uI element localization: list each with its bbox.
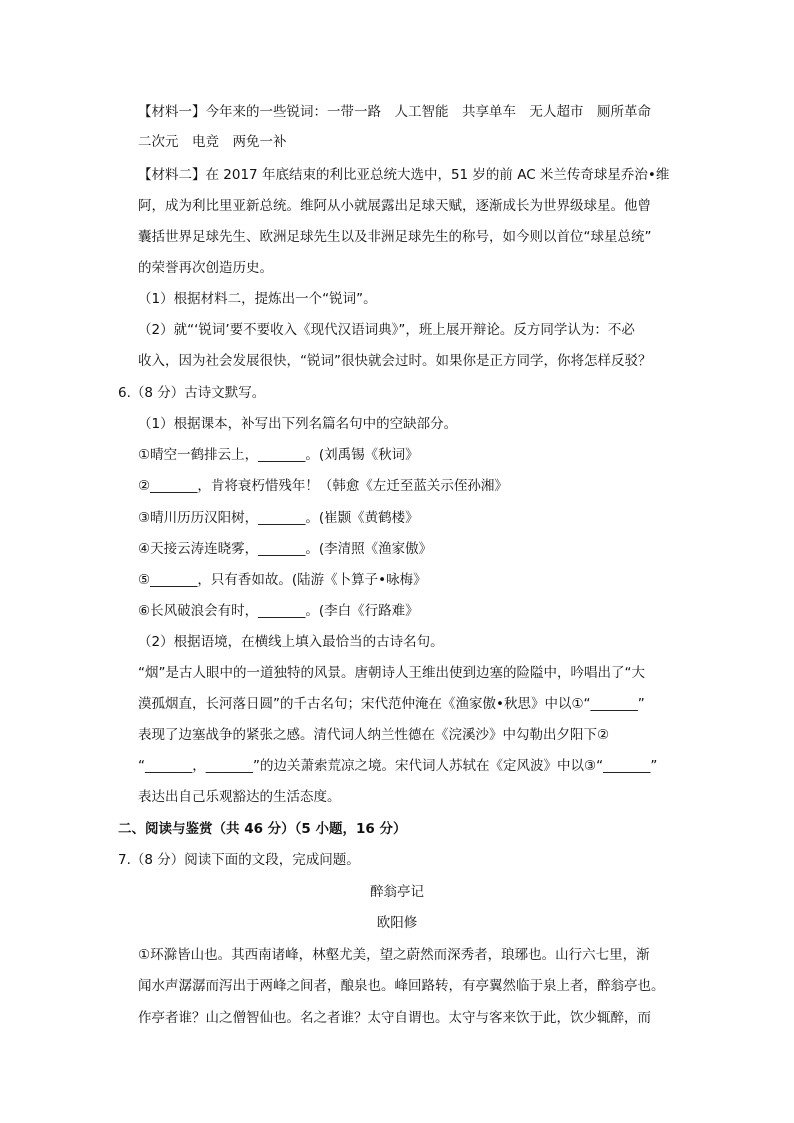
q6-sub-question-1: （1）根据课本，补写出下列名篇名句中的空缺部分。 [138,416,458,432]
q5-sub-question-2-line-1: （2）就“‘锐词’要不要收入《现代汉语词典》”，班上展开辩论。反方同学认为：不必 [138,322,635,338]
essay-title: 醉翁亭记 [370,884,424,900]
q6-sub-question-2: （2）根据语境，在横线上填入最恰当的古诗名句。 [138,634,444,650]
q6-item-2: ②_______，肯将衰朽惜残年！（韩愈《左迁至蓝关示侄孙湘》 [138,478,508,494]
q6-context-line-3: 表现了边塞战争的紧张之感。清代词人纳兰性德在《浣溪沙》中勾勒出夕阳下② [138,727,610,743]
q6-context-line-1: “烟”是古人眼中的一道独特的风景。唐朝诗人王维出使到边塞的险隘中，吟唱出了“大 [138,665,645,681]
q6-context-line-4: “_______，_______”的边关萧索荒凉之境。宋代词人苏轼在《定风波》中以③“_______” [138,758,658,774]
q6-item-5: ⑤_______，只有香如故。(陆游《卜算子•咏梅》 [138,572,427,588]
material2-line-1: 【材料二】在 2017 年底结束的利比亚总统大选中，51 岁的前 AC 米兰传奇球星乔治•维 [138,167,670,183]
material1-line-1: 【材料一】今年来的一些锐词：一带一路 人工智能 共享单车 无人超市 厕所革命 [138,104,651,120]
section-2-title: 二、阅读与鉴赏（共 46 分）（5 小题，16 分） [118,821,407,837]
essay-paragraph-line-2: 闻水声潺潺而泻出于两峰之间者，酿泉也。峰回路转，有亭翼然临于泉上者，醉翁亭也。 [138,978,665,994]
q6-context-line-2: 漠孤烟直，长河落日圆”的千古名句；宋代范仲淹在《渔家傲•秋思》中以①“_______” [138,696,645,712]
q7-header: 7.（8 分）阅读下面的文段，完成问题。 [118,852,360,868]
material2-line-4: 的荣誉再次创造历史。 [138,260,273,276]
essay-author: 欧阳修 [376,915,418,931]
q6-item-6: ⑥长风破浪会有时，_______。(李白《行路难》 [138,603,419,619]
q6-header: 6.（8 分）古诗文默写。 [118,385,266,401]
q6-context-line-5: 表达出自己乐观豁达的生活态度。 [138,789,341,805]
essay-paragraph-line-3: 作亭者谁？山之僧智仙也。名之者谁？太守自谓也。太守与客来饮于此，饮少辄醉，而 [138,1010,651,1026]
q6-item-1: ①晴空一鹤排云上，_______。(刘禹锡《秋词》 [138,447,419,463]
material2-line-3: 囊括世界足球先生、欧洲足球先生以及非洲足球先生的称号，如今则以首位“球星总统” [138,229,652,245]
material2-line-2: 阿，成为利比里亚新总统。维阿从小就展露出足球天赋，逐渐成长为世界级球星。他曾 [138,198,651,214]
essay-paragraph-line-1: ①环滁皆山也。其西南诸峰，林壑尤美，望之蔚然而深秀者，琅琊也。山行六七里，渐 [138,947,650,963]
q6-item-3: ③晴川历历汉阳树，_______。(崔颢《黄鹤楼》 [138,510,419,526]
q5-sub-question-2-line-2: 收入，因为社会发展很快，“锐词”很快就会过时。如果你是正方同学，你将怎样反驳？ [138,353,652,369]
q6-item-4: ④天接云涛连晓雾，_______。(李清照《渔家傲》 [138,541,433,557]
material1-line-2: 二次元 电竞 两免一补 [138,134,287,150]
q5-sub-question-1: （1）根据材料二，提炼出一个“锐词”。 [138,291,377,307]
